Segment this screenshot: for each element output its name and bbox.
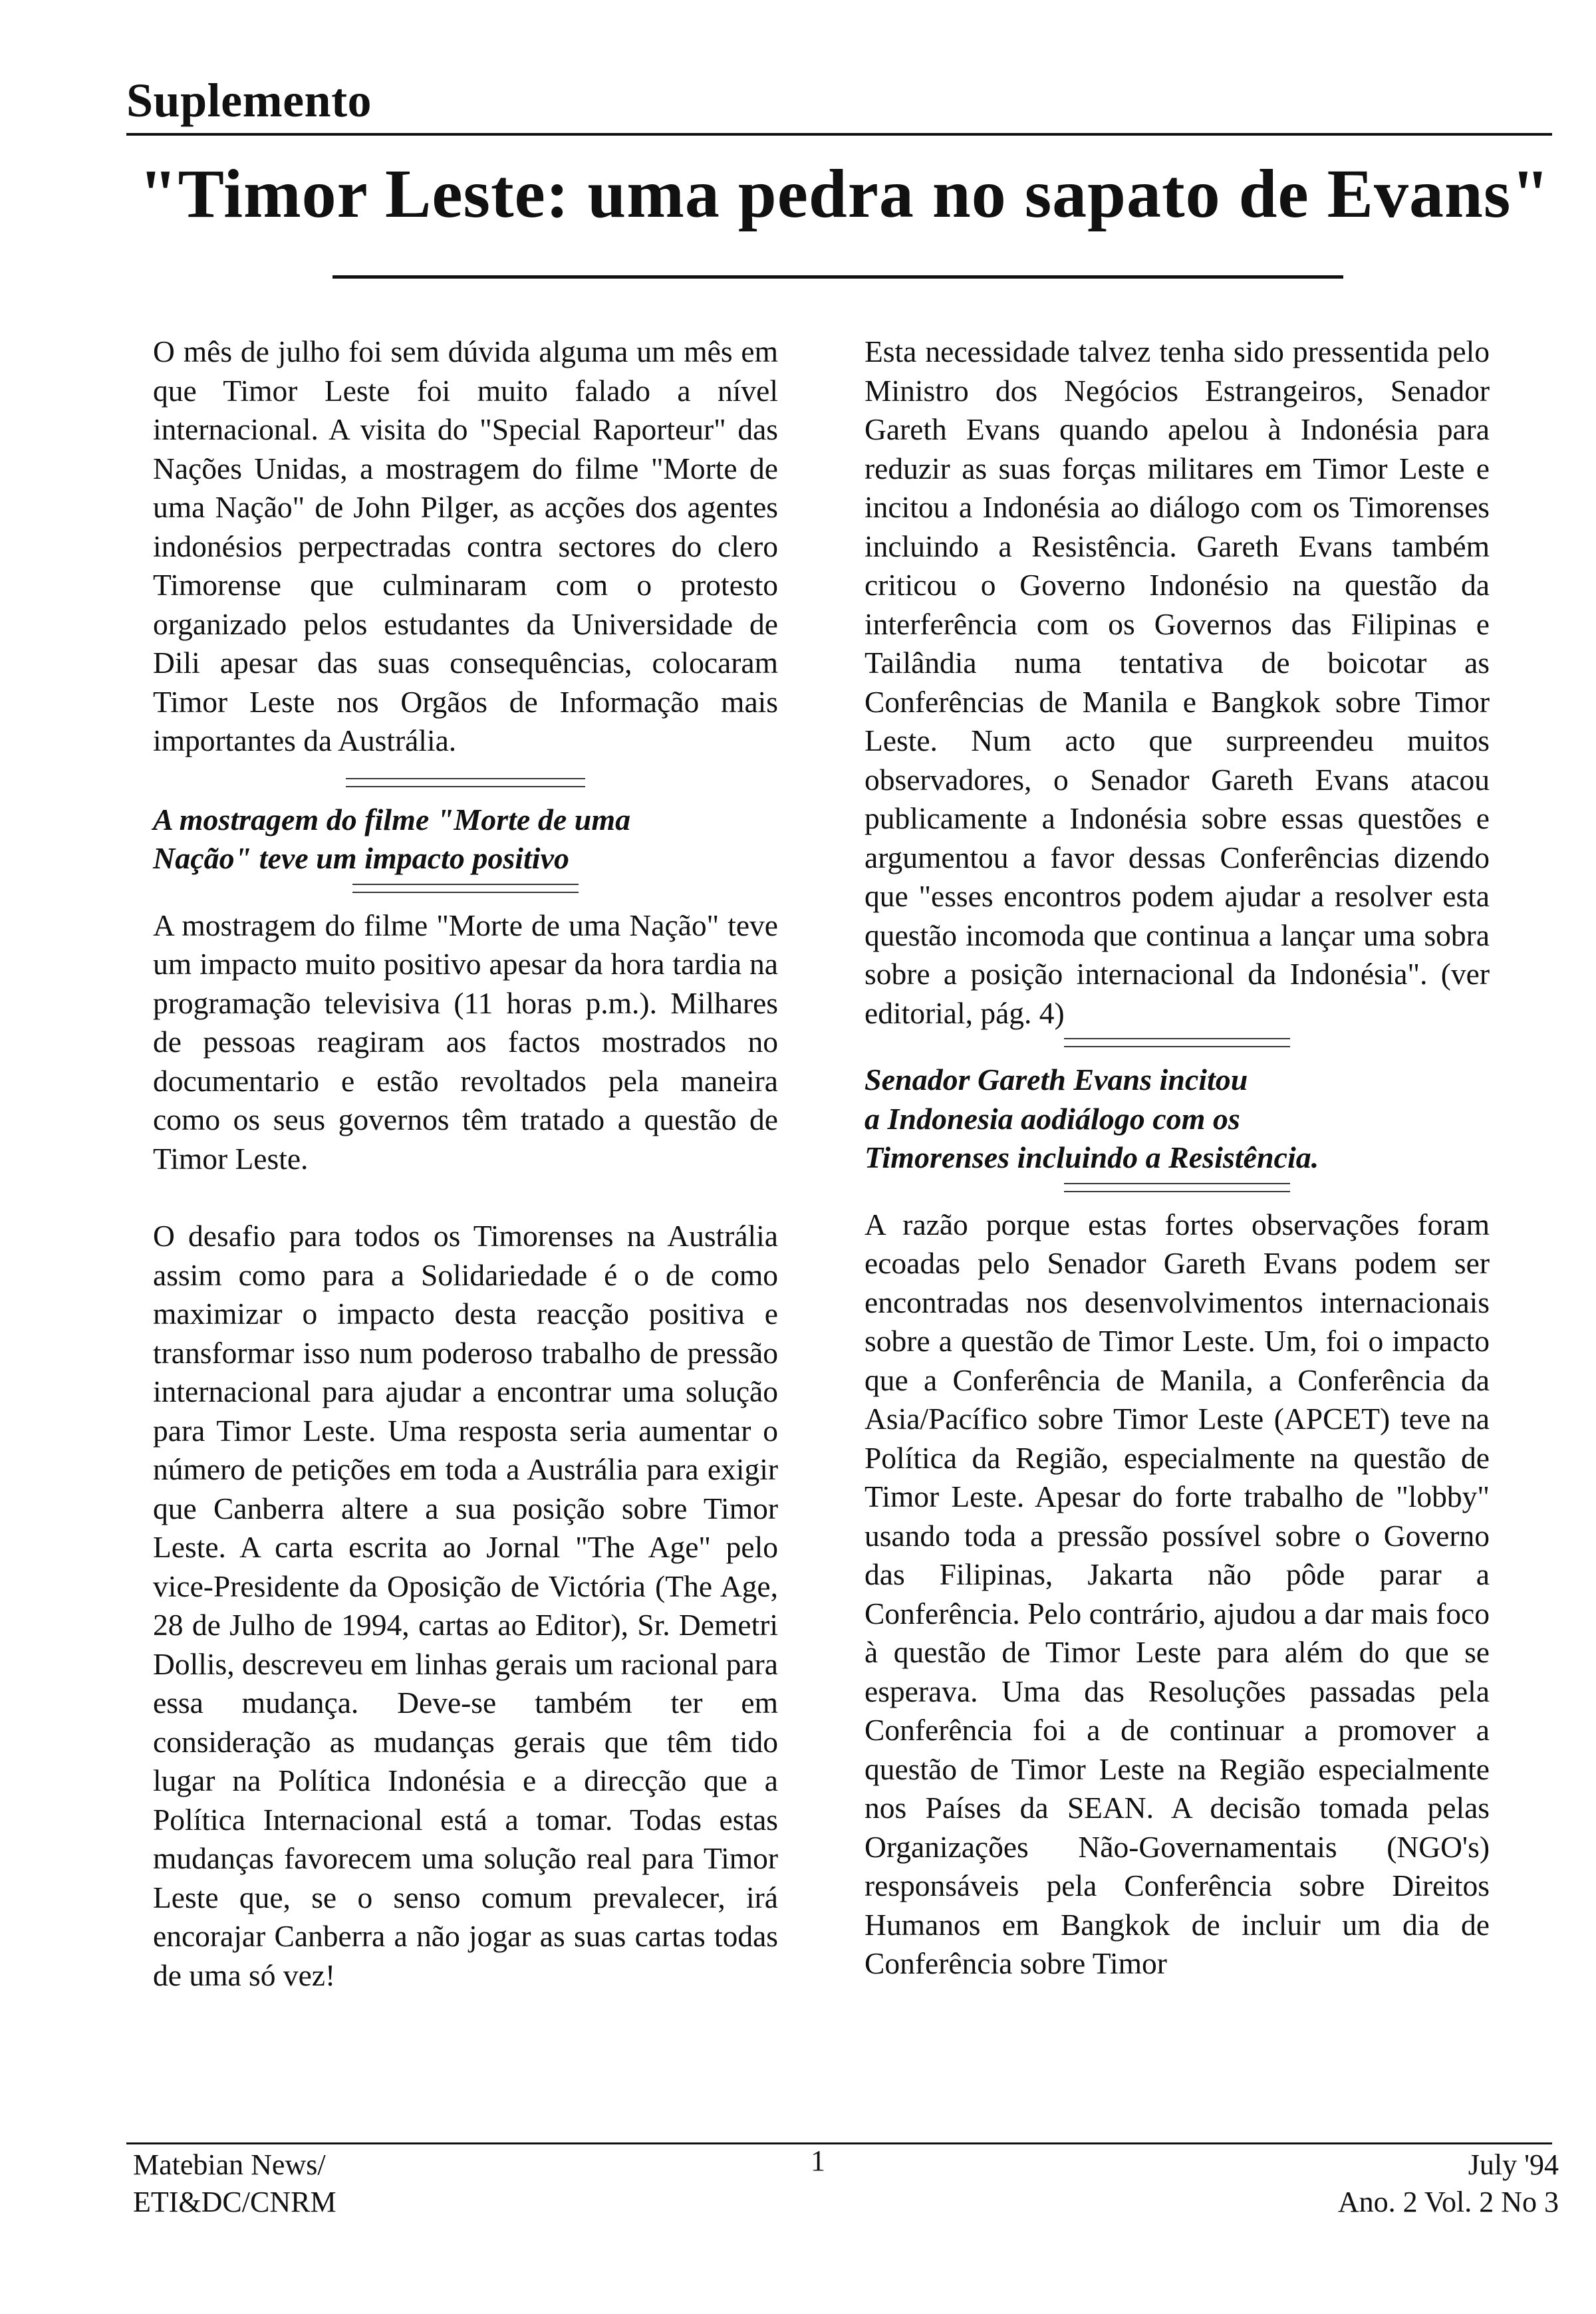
subheading-film — [153, 801, 778, 878]
body-paragraph: Esta necessidade talvez tenha sido pressentida pelo Ministro dos Negócios Estrangeiros, Senador Gareth Evans quando apelou à Indonésia para reduzir as suas forças militares em Timor Leste e incitou a Indonésia ao diálogo com os Timorenses incluindo a Resistência. Gareth Evans também criticou o Governo Indonésio na questão da interferência com os Governos das Filipinas e Tailândia numa tentativa de boicotar as Conferências de Manila e Bangkok sobre Timor Leste. Num acto que surpreendeu muitos observadores, o Senador Gareth Evans atacou publicamente a Indonésia sobre essas questões e argumentou a favor dessas Conferências dizendo que "esses encontros podem ajudar a resolver esta questão incomoda que continua a lançar uma sobra sobre a posição internacional da Indonésia". (ver editorial, pág. 4) — [864, 334, 1490, 1030]
subheading-line: Nação" teve um impacto positivo — [153, 841, 569, 875]
footer-issue — [1338, 2146, 1559, 2221]
right-column — [864, 332, 1490, 1984]
double-rule-divider — [1064, 1183, 1290, 1192]
intro-paragraph: O mês de julho foi sem dúvida alguma um mês em que Timor Leste foi muito falado a nível internacional. A visita do "Special Raporteur" das Nações Unidas, a mostragem do filme "Morte de uma Nação" de John Pilger, as acções dos agentes indonésios perpectradas contra sectores do clero Timorense que culminaram com o protesto organizado pelos estudantes da Universidade de Dili apesar das suas consequências, colocaram Timor Leste nos Orgãos de Informação mais importantes da Austrália. — [153, 334, 778, 757]
subheading-line: A mostragem do filme "Morte de uma — [153, 802, 631, 836]
subheading-line: Senador Gareth Evans incitou — [864, 1063, 1248, 1096]
footer-publication — [133, 2146, 336, 2221]
double-rule-divider — [346, 778, 585, 787]
double-rule-divider — [1064, 1038, 1290, 1047]
double-rule-divider — [352, 884, 579, 893]
page-number: 1 — [811, 2144, 825, 2177]
issue-date: July '94 — [1468, 2148, 1559, 2181]
publication-name: Matebian News/ — [133, 2148, 326, 2181]
subheading-evans — [864, 1061, 1490, 1178]
subheading-line: Timorenses incluindo a Resistência. — [864, 1140, 1319, 1174]
left-column — [153, 332, 778, 1995]
footer-rule — [126, 2142, 1552, 2144]
body-paragraph: A mostragem do filme "Morte de uma Nação" teve um impacto muito positivo apesar da hora tardia na programação televisiva (11 horas p.m.). Milhares de pessoas reagiram aos factos mostrados no documentario e estão revoltados pela maneira como os seus governos têm tratado a questão de Timor Leste. — [153, 908, 778, 1176]
issue-volume: Ano. 2 Vol. 2 No 3 — [1337, 2186, 1559, 2218]
body-paragraph: O desafio para todos os Timorenses na Austrália assim como para a Solidariedade é o de como maximizar o impacto desta reacção positiva e transformar isso num poderoso trabalho de pressão internacional para ajudar a encontrar uma solução para Timor Leste. Uma resposta seria aumentar o número de petições em toda a Austrália para exigir que Canberra altere a sua posição sobre Timor Leste. A carta escrita ao Jornal "The Age" pelo vice-Presidente da Oposição de Victória (The Age, 28 de Julho de 1994, cartas ao Editor), Sr. Demetri Dollis, descreveu em linhas gerais um racional para essa mudança. Deve-se também ter em consideração as mudanças gerais que têm tido lugar na Política Indonésia e a direcção que a Política Internacional está a tomar. Todas estas mudanças favorecem uma solução real para Timor Leste que, se o senso comum prevalecer, irá encorajar Canberra a não jogar as suas cartas todas de uma só vez! — [153, 1219, 778, 1992]
top-rule — [126, 133, 1552, 136]
section-label: Suplemento — [126, 74, 372, 127]
subheading-line: a Indonesia aodiálogo com os — [864, 1101, 1240, 1136]
publisher: ETI&DC/CNRM — [133, 2186, 336, 2218]
headline-rule — [332, 275, 1343, 279]
article-headline: "Timor Leste: uma pedra no sapato de Evans" — [138, 156, 1551, 232]
body-paragraph: A razão porque estas fortes observações foram ecoadas pelo Senador Gareth Evans podem ser encontradas nos desenvolvimentos internacionais sobre a questão de Timor Leste. Um, foi o impacto que a Conferência de Manila, a Conferência da Asia/Pacífico sobre Timor Leste (APCET) teve na Política da Região, especialmente na questão de Timor Leste. Apesar do forte trabalho de "lobby" usando toda a pressão possível sobre o Governo das Filipinas, Jakarta não pôde parar a Conferência. Pelo contrário, ajudou a dar mais foco à questão de Timor Leste para além do que se esperava. Uma das Resoluções passadas pela Conferência foi a de continuar a promover a questão de Timor Leste na Região especialmente nos Países da SEAN. A decisão tomada pelas Organizações Não-Governamentais (NGO's) responsáveis pela Conferência sobre Direitos Humanos em Bangkok de incluir um dia de Conferência sobre Timor — [864, 1207, 1490, 1980]
